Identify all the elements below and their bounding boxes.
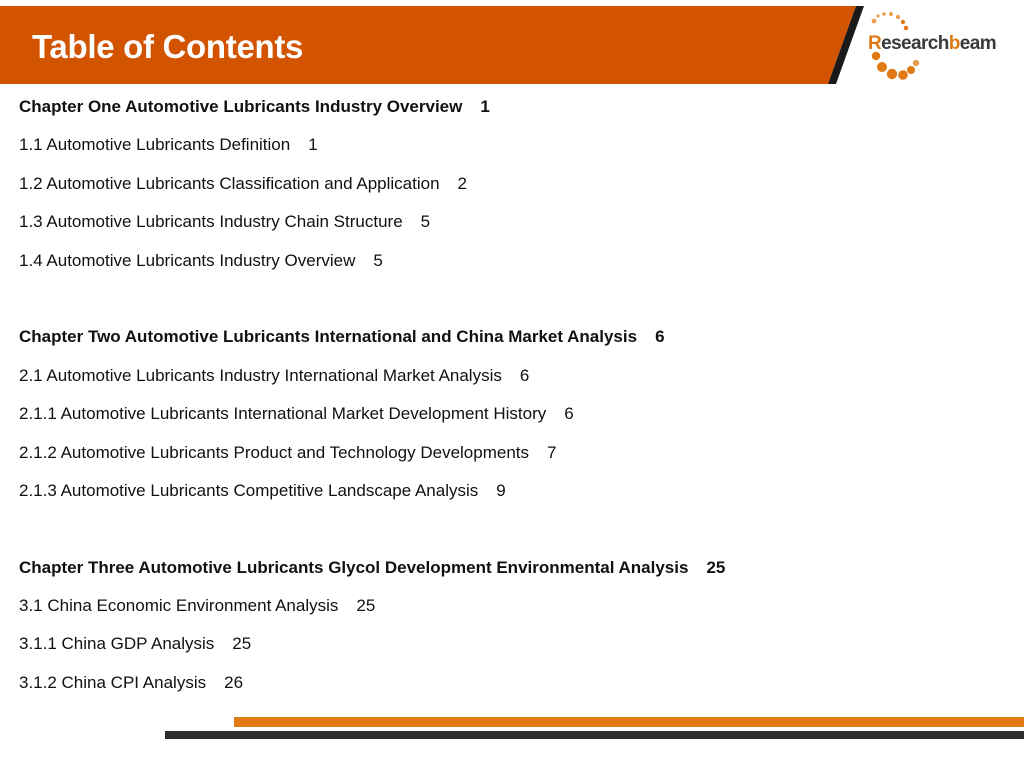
toc-entry-title: 1.2 Automotive Lubricants Classification and Application xyxy=(19,173,440,193)
toc-entry-title: Chapter Three Automotive Lubricants Glycol Development Environmental Analysis xyxy=(19,557,689,577)
logo-dot xyxy=(877,62,887,72)
toc-entry-title: 3.1.1 China GDP Analysis xyxy=(19,634,215,654)
toc-page-number: 6 xyxy=(655,327,665,347)
toc-entry[interactable] xyxy=(19,203,1009,241)
toc-entry-title: 2.1.3 Automotive Lubricants Competitive Landscape Analysis xyxy=(19,480,479,500)
toc-entry-title: 1.4 Automotive Lubricants Industry Overview xyxy=(19,250,356,270)
toc-page-number: 7 xyxy=(547,442,557,462)
toc-entry-title: 1.3 Automotive Lubricants Industry Chain Structure xyxy=(19,212,403,232)
toc-spacer xyxy=(19,280,1009,318)
toc-entry-title: 3.1.2 China CPI Analysis xyxy=(19,672,207,692)
toc-page-number: 25 xyxy=(232,634,252,654)
header-band xyxy=(0,0,1024,90)
toc-entry[interactable] xyxy=(19,357,1009,395)
logo-dot xyxy=(887,69,897,79)
logo-dot xyxy=(876,14,879,17)
toc-entry-title: 2.1.2 Automotive Lubricants Product and Technology Developments xyxy=(19,442,529,462)
toc-entry-title: 2.1.1 Automotive Lubricants International Market Development History xyxy=(19,404,547,424)
logo-dot xyxy=(913,60,919,66)
footer-orange-bar xyxy=(234,717,1024,727)
toc-entry-title: 1.1 Automotive Lubricants Definition xyxy=(19,135,291,155)
logo-dot xyxy=(896,15,900,19)
toc-page-number: 26 xyxy=(224,672,244,692)
toc-entry[interactable] xyxy=(19,434,1009,472)
toc-page-number: 1 xyxy=(480,97,490,116)
table-of-contents xyxy=(19,88,1009,702)
logo-dot xyxy=(907,66,915,74)
toc-page-number: 5 xyxy=(420,212,431,232)
toc-entry[interactable] xyxy=(19,395,1009,433)
toc-page-number: 6 xyxy=(564,404,574,424)
logo-dot xyxy=(882,12,886,16)
toc-entry-title: 3.1 China Economic Environment Analysis xyxy=(19,596,339,616)
logo-dot xyxy=(889,12,893,16)
researchbeam-logo xyxy=(864,8,1014,86)
toc-page-number: 5 xyxy=(373,250,383,270)
toc-entry[interactable] xyxy=(19,625,1009,663)
toc-page-number: 6 xyxy=(519,365,530,385)
toc-entry[interactable] xyxy=(19,587,1009,625)
toc-entry[interactable] xyxy=(19,664,1009,702)
logo-wordmark: Researchbeam xyxy=(868,33,997,54)
footer-dark-bar xyxy=(165,731,1024,739)
page-title: Table of Contents xyxy=(32,28,304,65)
toc-page-number: 9 xyxy=(496,480,506,500)
toc-page-number: 2 xyxy=(457,173,467,193)
toc-entry-title: 2.1 Automotive Lubricants Industry International Market Analysis xyxy=(19,365,502,385)
toc-entry[interactable] xyxy=(19,165,1009,203)
logo-dot xyxy=(872,19,877,24)
toc-entry-title: Chapter Two Automotive Lubricants International and China Market Analysis xyxy=(19,327,638,347)
toc-entry-title: Chapter One Automotive Lubricants Industry Overview xyxy=(19,97,463,116)
toc-entry[interactable] xyxy=(19,126,1009,164)
toc-page-number: 1 xyxy=(308,135,318,155)
toc-chapter-heading[interactable] xyxy=(19,88,1009,126)
toc-page-number: 25 xyxy=(706,557,726,577)
toc-page-number: 25 xyxy=(356,596,376,616)
toc-chapter-heading[interactable] xyxy=(19,318,1009,356)
logo-dot xyxy=(901,20,905,24)
toc-chapter-heading[interactable] xyxy=(19,549,1009,587)
logo-dot xyxy=(898,70,908,80)
logo-dot xyxy=(904,26,909,31)
toc-spacer xyxy=(19,510,1009,548)
toc-entry[interactable] xyxy=(19,472,1009,510)
toc-entry[interactable] xyxy=(19,242,1009,280)
